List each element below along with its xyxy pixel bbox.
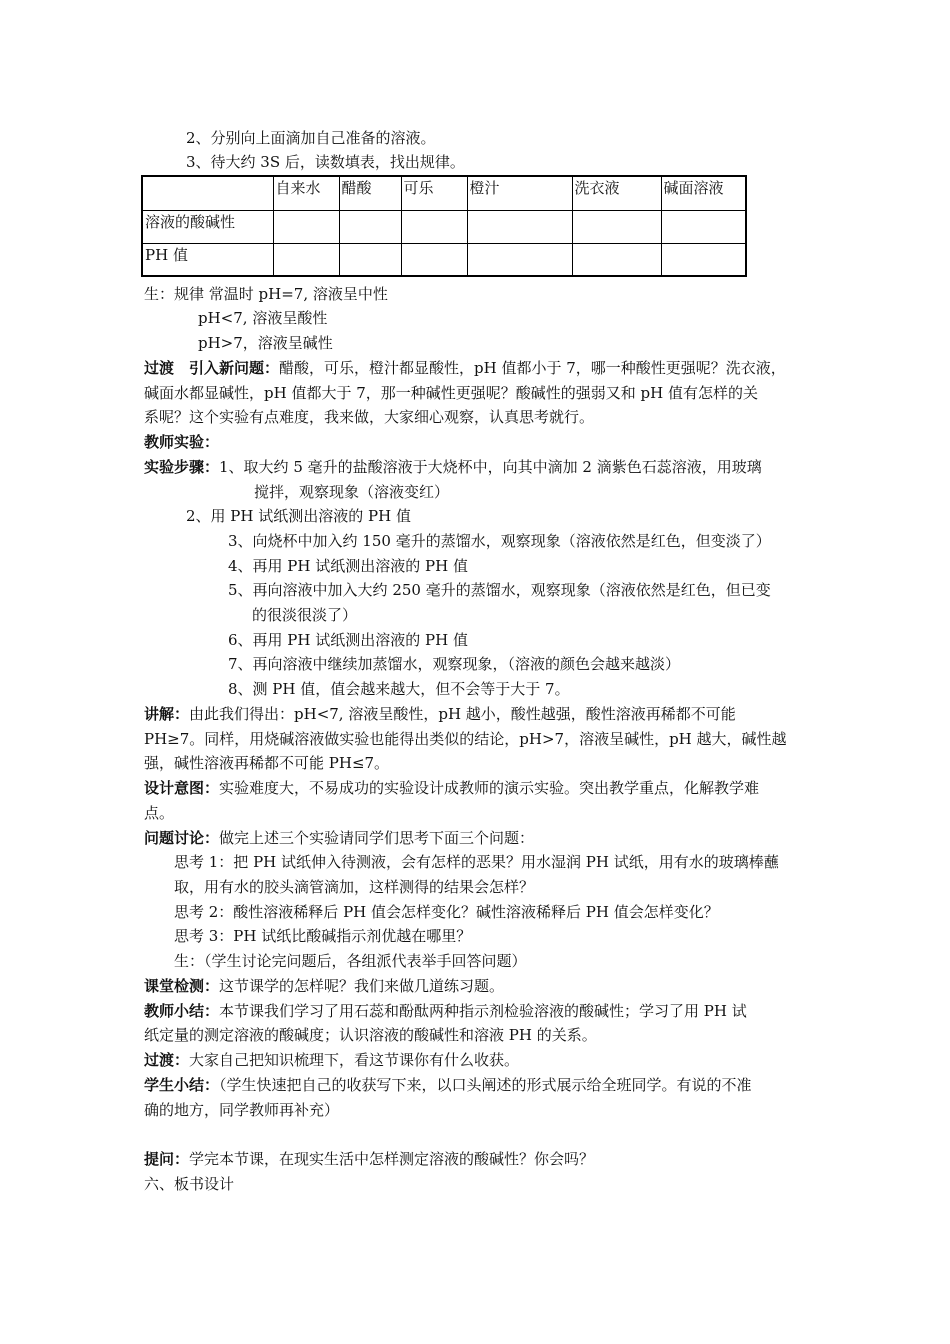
class-check-text: 这节课学的怎样呢？我们来做几道练习题。 [219,977,505,995]
transition-2-label: 过渡： [144,1051,190,1069]
table-header-cell: 自来水 [273,176,339,210]
question-1-line-2: 取，用有水的胶头滴管滴加，这样测得的结果会怎样？ [174,878,535,896]
transition-2 [144,1050,519,1070]
step-1-line-1 [144,457,762,477]
table-cell [467,210,572,243]
student-answer: 生：（学生讨论完问题后，各组派代表举手回答问题） [174,952,527,970]
explain-text: 由此我们得出：pH<7, 溶液呈酸性，pH 越小，酸性越强，酸性溶液再稀都不可能 [189,705,736,723]
question-prompt [144,1149,594,1169]
teacher-summary-text: 本节课我们学习了用石蕊和酚酞两种指示剂检验溶液的酸碱性；学习了用 PH 试 [219,1002,747,1020]
discussion-label: 问题讨论： [144,829,220,847]
step-5-line-2: 的很淡很淡了） [252,606,358,624]
table-cell [661,243,746,276]
design-text: 实验难度大，不易成功的实验设计成教师的演示实验。突出教学重点，化解教学难 [219,779,760,797]
table-cell [467,243,572,276]
discussion-text: 做完上述三个实验请同学们思考下面三个问题： [219,829,535,847]
table-row-label: PH 值 [142,243,273,276]
step-5-line-1: 5、再向溶液中加入大约 250 毫升的蒸馏水，观察现象（溶液依然是红色，但已变 [228,581,771,599]
discussion-line-1 [144,828,534,848]
class-check-label: 课堂检测： [144,977,220,995]
table-cell [339,243,401,276]
step-1-text: 1、取大约 5 毫升的盐酸溶液于大烧杯中，向其中滴加 2 滴紫色石蕊溶液，用玻璃 [219,458,762,476]
rule-line-3: pH>7，溶液呈碱性 [198,334,333,352]
table-header-row [142,176,746,210]
class-check [144,976,504,996]
design-line-1 [144,778,759,798]
question-1-line-1: 思考 1：把 PH 试纸伸入待测液，会有怎样的恶果？用水湿润 PH 试纸，用有水的玻璃棒蘸 [174,853,779,871]
table-header-cell: 碱面溶液 [661,176,746,210]
rule-line-1: 生：规律 常温时 pH=7, 溶液呈中性 [144,285,388,303]
ph-table [141,175,747,277]
explain-label: 讲解： [144,705,190,723]
teacher-experiment-label: 教师实验： [144,433,220,451]
question-text: 学完本节课，在现实生活中怎样测定溶液的酸碱性？你会吗？ [189,1150,595,1168]
student-summary-label: 学生小结： [144,1076,220,1094]
question-3: 思考 3：PH 试纸比酸碱指示剂优越在哪里？ [174,927,472,945]
transition-1-text: 醋酸，可乐，橙汁都显酸性，pH 值都小于 7，哪一种酸性更强呢？洗衣液， [279,359,786,377]
table-cell [273,210,339,243]
table-header-cell: 橙汁 [467,176,572,210]
student-summary-line-1 [144,1075,752,1095]
table-cell [661,210,746,243]
student-summary-line-2: 确的地方，同学教师再补充） [144,1101,340,1119]
steps-label: 实验步骤： [144,458,220,476]
step-4: 4、再用 PH 试纸测出溶液的 PH 值 [228,557,468,575]
teacher-summary-line-1 [144,1001,747,1021]
table-cell [339,210,401,243]
transition-1-line-2: 碱面水都显碱性，pH 值都大于 7，那一种碱性更强呢？酸碱性的强弱又和 pH 值有怎样的关 [144,384,758,402]
rule-line-2: pH<7, 溶液呈酸性 [198,309,328,327]
question-label: 提问： [144,1150,190,1168]
intro-line-3: 3、待大约 3S 后，读数填表，找出规律。 [186,153,465,171]
table-cell [401,210,467,243]
section-6-heading: 六、板书设计 [144,1175,235,1193]
step-2: 2、用 PH 试纸测出溶液的 PH 值 [186,507,411,525]
table-cell [273,243,339,276]
design-line-2: 点。 [144,804,175,822]
teacher-summary-line-2: 纸定量的测定溶液的酸碱度；认识溶液的酸碱性和溶液 PH 的关系。 [144,1026,597,1044]
explain-line-2: PH≥7。同样，用烧碱溶液做实验也能得出类似的结论，pH>7，溶液呈碱性，pH 越大，碱性越 [144,730,787,748]
transition-2-text: 大家自己把知识梳理下，看这节课你有什么收获。 [189,1051,520,1069]
table-row [142,243,746,276]
intro-line-2: 2、分别向上面滴加自己准备的溶液。 [186,129,436,147]
transition-1-line-1 [144,358,786,378]
explain-line-3: 强，碱性溶液再稀都不可能 PH≤7。 [144,754,390,772]
table-header-cell: 可乐 [401,176,467,210]
table-cell [572,243,661,276]
question-2: 思考 2：酸性溶液稀释后 PH 值会怎样变化？碱性溶液稀释后 PH 值会怎样变化？ [174,903,719,921]
teacher-summary-label: 教师小结： [144,1002,220,1020]
table-cell [401,243,467,276]
transition-1-line-3: 系呢？这个实验有点难度，我来做，大家细心观察，认真思考就行。 [144,408,595,426]
explain-line-1 [144,704,736,724]
table-row-label: 溶液的酸碱性 [142,210,273,243]
table-cell [572,210,661,243]
table-header-cell: 醋酸 [339,176,401,210]
step-7: 7、再向溶液中继续加蒸馏水，观察现象，（溶液的颜色会越来越淡） [228,655,681,673]
table-header-cell [142,176,273,210]
transition-1-label: 过渡 引入新问题： [144,359,280,377]
step-8: 8、测 PH 值，值会越来越大，但不会等于大于 7。 [228,680,570,698]
design-label: 设计意图： [144,779,220,797]
step-1-line-2: 搅拌，观察现象（溶液变红） [254,483,450,501]
student-summary-text: （学生快速把自己的收获写下来，以口头阐述的形式展示给全班同学。有说的不准 [219,1076,752,1094]
table-header-cell: 洗衣液 [572,176,661,210]
step-3: 3、向烧杯中加入约 150 毫升的蒸馏水，观察现象（溶液依然是红色，但变淡了） [228,532,771,550]
table-row [142,210,746,243]
step-6: 6、再用 PH 试纸测出溶液的 PH 值 [228,631,468,649]
